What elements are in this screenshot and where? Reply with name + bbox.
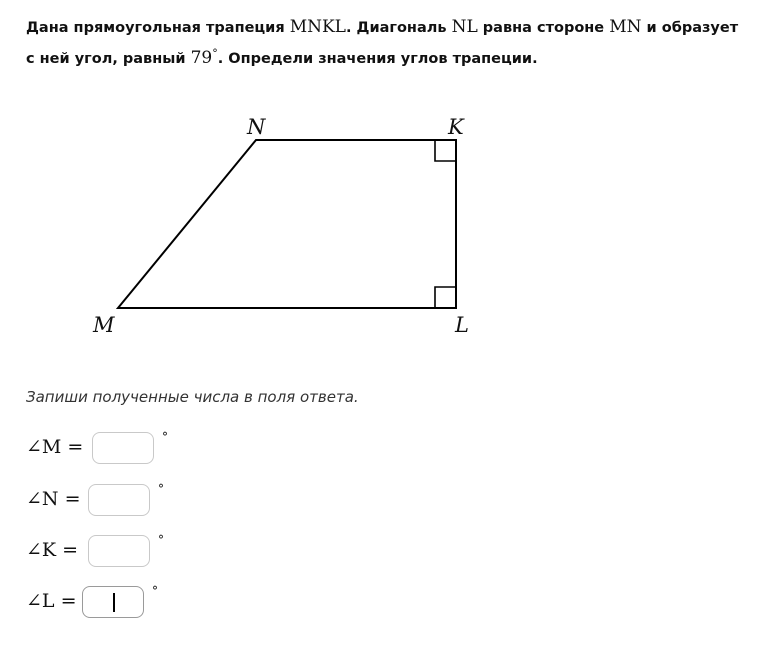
diagonal-name: NL — [451, 17, 478, 37]
instruction-text: Запиши полученные числа в поля ответа. — [26, 388, 359, 406]
angle-degree-sign: ° — [212, 47, 218, 60]
angle-m-input[interactable] — [92, 432, 154, 464]
angle-n-input[interactable] — [88, 484, 150, 516]
trapezoid-outline — [118, 140, 456, 308]
problem-text-4: и образует с ней угол, равный — [26, 20, 739, 67]
problem-text-5: . Определи значения углов трапеции. — [217, 50, 538, 67]
vertex-label-n: N — [247, 115, 266, 139]
problem-text-1: Дана прямоугольная трапеция — [26, 20, 290, 36]
vertex-label-k: K — [448, 115, 464, 139]
angle-m-label: ∠M = — [26, 436, 84, 458]
angle-l-degree: ° — [152, 584, 158, 598]
angle-l-label: ∠L = — [26, 590, 77, 612]
angle-k-input[interactable] — [88, 535, 150, 567]
problem-text-2: . Диагональ — [345, 20, 452, 36]
right-angle-mark-k — [435, 140, 456, 161]
angle-value: 79 — [190, 47, 213, 68]
angle-k-label: ∠K = — [26, 539, 79, 561]
angle-k-degree: ° — [158, 533, 164, 547]
side-name: MN — [609, 17, 642, 37]
angle-n-degree: ° — [158, 482, 164, 496]
right-angle-mark-l — [435, 287, 456, 308]
angle-n-label: ∠N = — [26, 488, 81, 510]
text-caret — [113, 593, 115, 612]
vertex-label-l: L — [455, 313, 469, 337]
problem-text-3: равна стороне — [477, 20, 610, 36]
angle-m-degree: ° — [162, 430, 168, 444]
vertex-label-m: M — [93, 313, 115, 337]
trapezoid-name: MNKL — [289, 17, 346, 37]
angle-l-input[interactable] — [82, 586, 144, 618]
